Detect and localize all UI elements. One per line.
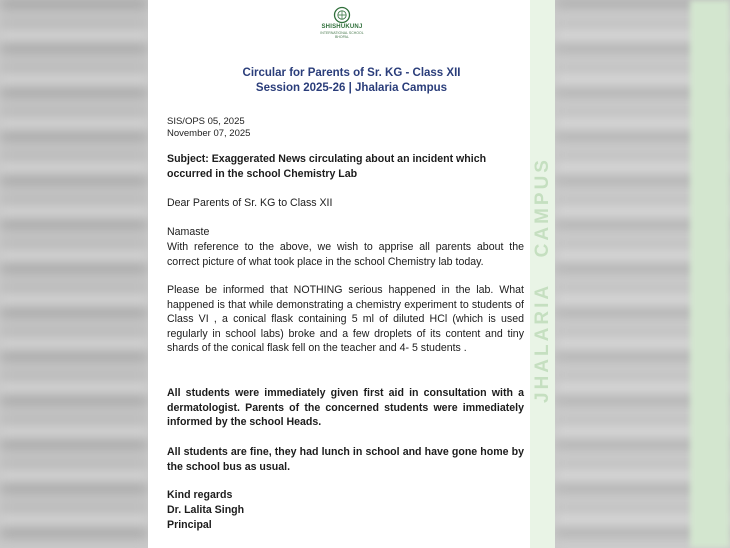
school-logo — [314, 6, 370, 46]
subject-line-1: Exaggerated News circulating about an incident which — [208, 153, 487, 165]
campus-watermark: JHALARIA CAMPUS — [532, 157, 553, 403]
paragraph-students-fine: All students are fine, they had lunch in school and have gone home by the school bus as usual. — [167, 446, 524, 473]
school-subtitle: INTERNATIONAL SCHOOL — [320, 31, 364, 35]
circular-session: Session 2025-26 | Jhalaria Campus — [255, 82, 448, 94]
paragraph-intro: With reference to the above, we wish to apprise all parents about the correct picture of what took place in the school Chemistry lab today. — [167, 241, 524, 268]
signatory-name: Dr. Lalita Singh — [167, 504, 245, 516]
reference-number: SIS/OPS 05, 2025 — [167, 116, 245, 127]
paragraph-first-aid: All students were immediately given first aid in consultation with a dermatologist. Parents of the concerned students were immediately informed by the school Heads. — [167, 387, 524, 429]
circular-date: November 07, 2025 — [167, 128, 251, 139]
blurred-background-left — [0, 0, 148, 548]
salutation: Dear Parents of Sr. KG to Class XII — [167, 197, 333, 209]
school-emblem-icon — [333, 6, 351, 24]
school-name: SHISHUKUNJ — [321, 24, 363, 30]
paragraph-incident: Please be informed that NOTHING serious happened in the lab. What happened is that while demonstrating a chemistry experiment to students of Class VI , a conical flask containing 5 ml of diluted HCl (which is used regularly in school labs) broke and a few droplets of its content and tiny shards of the conical flask fell on the teacher and 4- 5 students . — [167, 284, 524, 355]
circular-title: Circular for Parents of Sr. KG - Class XII — [242, 67, 461, 79]
blurred-green-strip — [690, 0, 730, 548]
closing: Kind regards — [167, 489, 233, 501]
subject-line-2: occurred in the school Chemistry Lab — [167, 167, 358, 180]
subject — [167, 152, 524, 181]
signatory-designation: Principal — [167, 519, 212, 531]
subject-label: Subject: — [167, 153, 209, 165]
school-place: BHOPAL — [335, 35, 349, 39]
greeting: Namaste — [167, 226, 210, 238]
